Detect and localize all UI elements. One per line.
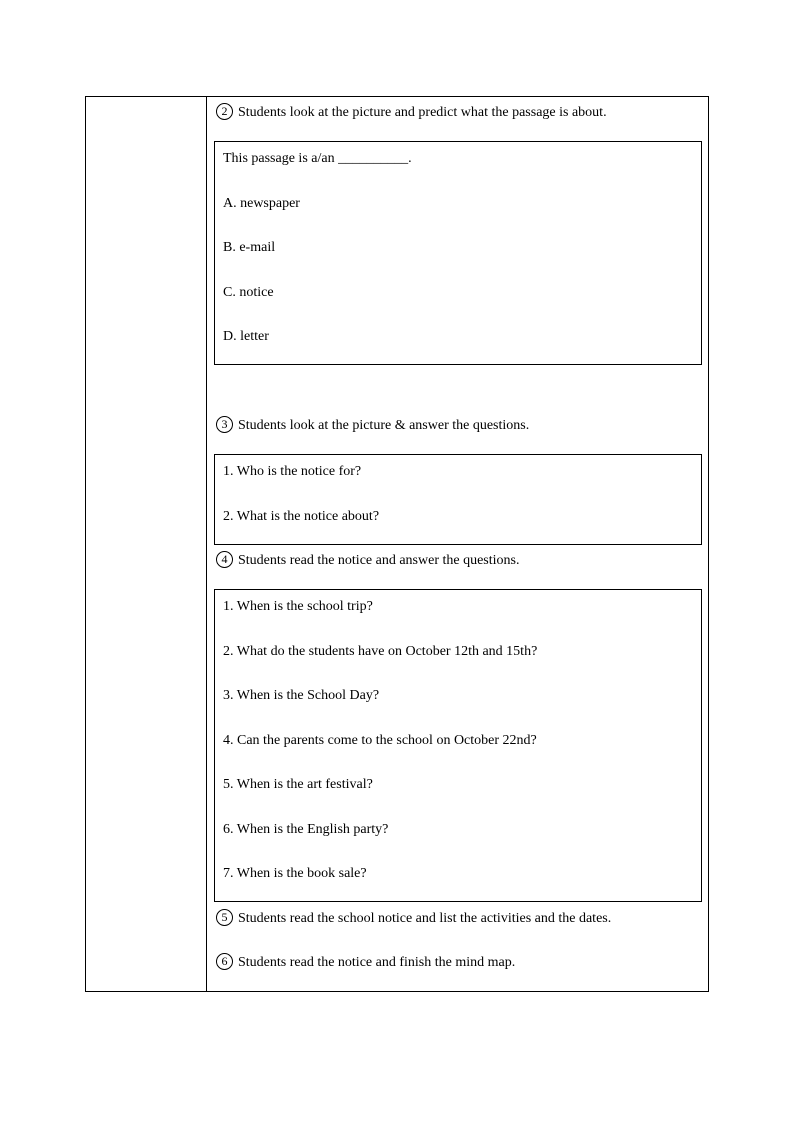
step-number-badge: 5	[216, 909, 233, 926]
step-text: Students read the notice and answer the questions.	[238, 553, 520, 568]
predict-question-box	[214, 141, 702, 365]
option-c: C. notice	[223, 285, 274, 300]
step-number-badge: 6	[216, 953, 233, 970]
option-b: B. e-mail	[223, 240, 276, 255]
question-item: 6. When is the English party?	[223, 822, 389, 837]
option-d: D. letter	[223, 329, 269, 344]
step-number-badge: 4	[216, 551, 233, 568]
question-item: 1. When is the school trip?	[223, 599, 373, 614]
question-item: 2. What do the students have on October 12th and 15th?	[223, 644, 538, 659]
step-4-instruction	[216, 551, 519, 571]
step-text: Students look at the picture & answer the questions.	[238, 418, 530, 433]
predict-prompt: This passage is a/an __________.	[223, 151, 412, 166]
step-2-instruction	[216, 103, 607, 123]
option-a: A. newspaper	[223, 196, 300, 211]
step-number-badge: 3	[216, 416, 233, 433]
notice-questions-box	[214, 589, 702, 902]
step-6-instruction	[216, 953, 515, 973]
question-item: 4. Can the parents come to the school on October 22nd?	[223, 733, 537, 748]
step-number-badge: 2	[216, 103, 233, 120]
question-item: 1. Who is the notice for?	[223, 464, 362, 479]
picture-questions-box	[214, 454, 702, 545]
question-item: 7. When is the book sale?	[223, 866, 367, 881]
step-text: Students look at the picture and predict what the passage is about.	[238, 105, 607, 120]
question-item: 2. What is the notice about?	[223, 509, 380, 524]
question-item: 3. When is the School Day?	[223, 688, 380, 703]
step-text: Students read the school notice and list the activities and the dates.	[238, 911, 612, 926]
question-item: 5. When is the art festival?	[223, 777, 373, 792]
step-5-instruction	[216, 909, 611, 929]
step-3-instruction	[216, 416, 529, 436]
table-column-divider	[206, 96, 207, 992]
step-text: Students read the notice and finish the mind map.	[238, 955, 516, 970]
